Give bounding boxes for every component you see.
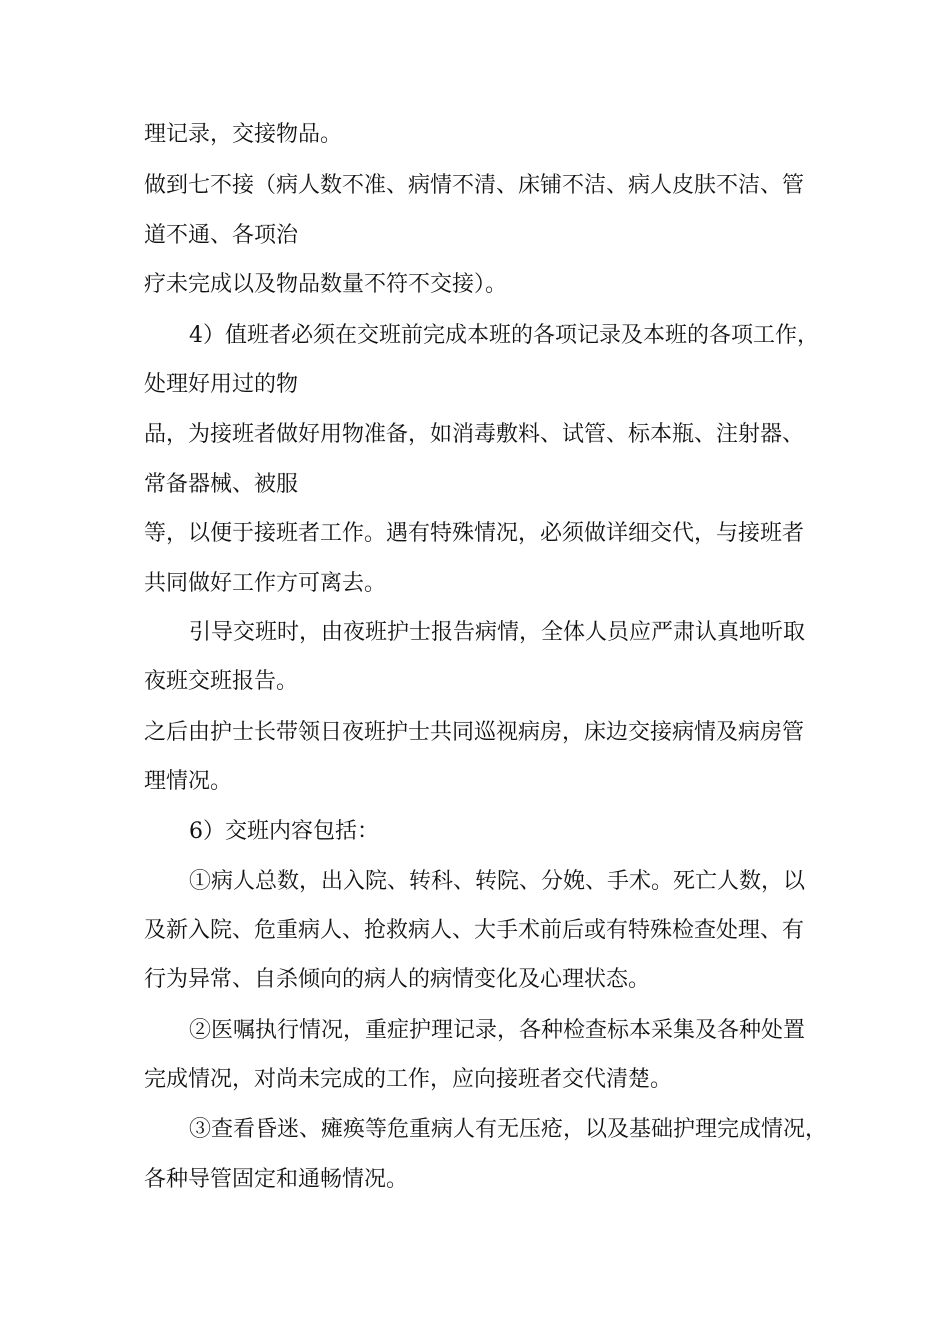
text-line: 道不通、各项治 bbox=[144, 223, 299, 248]
text-line: 疗未完成以及物品数量不符不交接）。 bbox=[144, 272, 508, 297]
text-line: 品，为接班者做好用物准备，如消毒敷料、试管、标本瓶、注射器、 bbox=[144, 422, 805, 447]
text-line: 6）交班内容包括： bbox=[189, 819, 379, 844]
text-line: 处理好用过的物 bbox=[144, 372, 299, 397]
text-line: 及新入院、危重病人、抢救病人、大手术前后或有特殊检查处理、有 bbox=[144, 918, 805, 943]
text-line: 引导交班时，由夜班护士报告病情，全体人员应严肃认真地听取 bbox=[189, 620, 806, 645]
text-line: 做到七不接（病人数不准、病情不清、床铺不洁、病人皮肤不洁、管 bbox=[144, 173, 805, 198]
text-line: 常备器械、被服 bbox=[144, 472, 299, 497]
text-line: 共同做好工作方可离去。 bbox=[144, 571, 387, 596]
text-line: 夜班交班报告。 bbox=[144, 669, 299, 694]
text-line: 各种导管固定和通畅情况。 bbox=[144, 1167, 409, 1192]
text-line: 理情况。 bbox=[144, 769, 233, 794]
text-line: 理记录，交接物品。 bbox=[144, 122, 343, 147]
text-line: 之后由护士长带领日夜班护士共同巡视病房，床边交接病情及病房管 bbox=[144, 720, 805, 745]
text-line: ②医嘱执行情况，重症护理记录，各种检查标本采集及各种处置 bbox=[189, 1018, 806, 1043]
text-line: ①病人总数，出入院、转科、转院、分娩、手术。死亡人数，以 bbox=[189, 869, 806, 894]
text-line: 行为异常、自杀倾向的病人的病情变化及心理状态。 bbox=[144, 967, 651, 992]
text-line: 4）值班者必须在交班前完成本班的各项记录及本班的各项工作， bbox=[189, 323, 819, 348]
text-line: ③查看昏迷、瘫痪等危重病人有无压疮，以及基础护理完成情况， bbox=[189, 1117, 828, 1142]
text-line: 完成情况，对尚未完成的工作，应向接班者交代清楚。 bbox=[144, 1067, 673, 1092]
text-line: 等，以便于接班者工作。遇有特殊情况，必须做详细交代，与接班者 bbox=[144, 521, 805, 546]
